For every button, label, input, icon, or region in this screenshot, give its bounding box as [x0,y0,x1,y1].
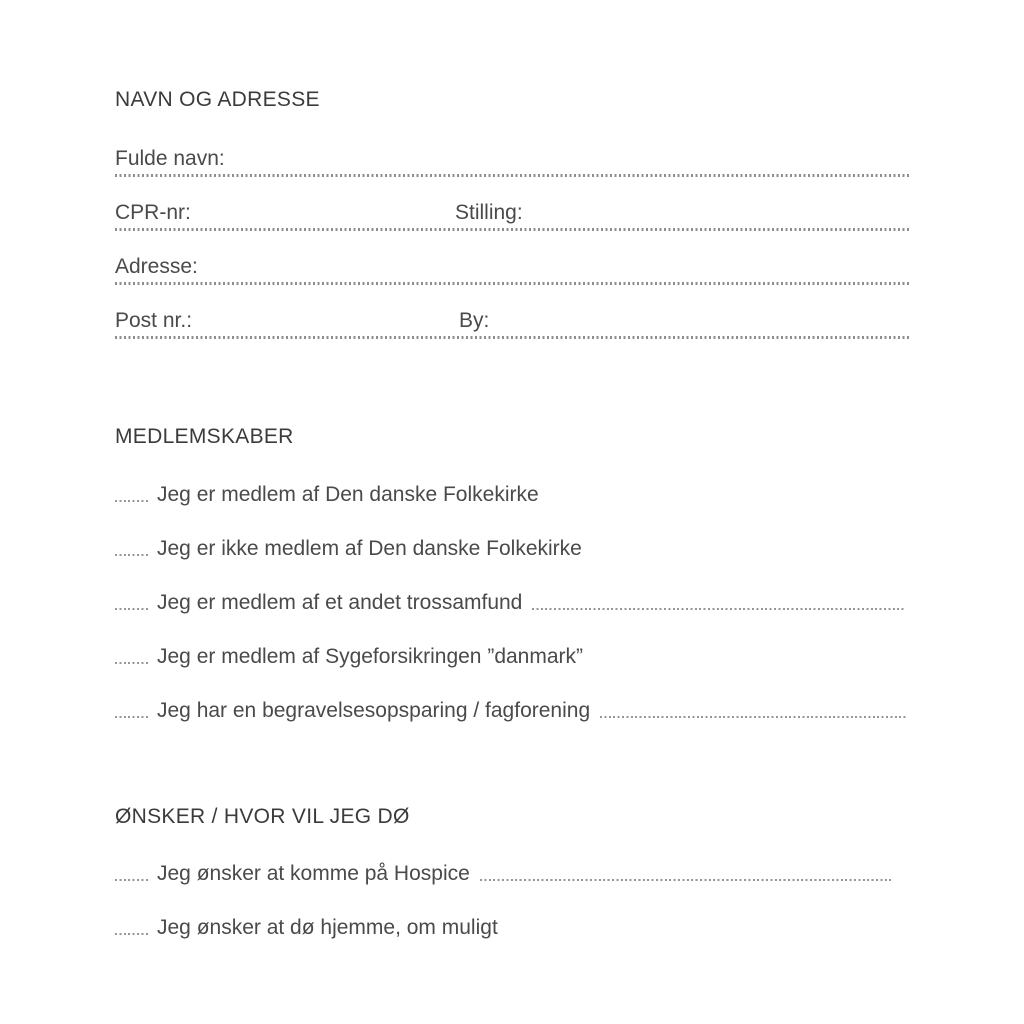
membership-item-label: Jeg er ikke medlem af Den danske Folkekirke [157,537,582,560]
wish-item-doe-hjemme [115,916,910,940]
answer-dots [115,662,149,664]
fill-in-line-fulde-navn [115,174,910,177]
answer-dots [115,933,149,935]
field-label-stilling: Stilling: [455,201,523,224]
field-label-by: By: [459,309,490,332]
fill-in-line-postnr-by [115,336,910,339]
membership-item-andet-trossamfund [115,591,910,615]
membership-item-sygeforsikringen-danmark [115,645,910,669]
membership-item-begravelsesopsparing [115,699,910,723]
fill-in-line-hospice [480,879,892,881]
answer-dots [115,554,149,556]
answer-dots [115,879,149,881]
membership-item-label: Jeg har en begravelsesopsparing / fagforening [157,699,591,722]
field-label-fulde-navn: Fulde navn: [115,147,225,170]
section-heading-navn-og-adresse: NAVN OG ADRESSE [115,88,320,111]
field-label-post-nr: Post nr.: [115,309,193,332]
membership-item-ikke-folkekirke [115,537,910,561]
answer-dots [115,500,149,502]
section-heading-medlemskaber: MEDLEMSKABER [115,425,294,448]
section-heading-oensker: ØNSKER / HVOR VIL JEG DØ [115,805,410,828]
wish-item-label: Jeg ønsker at komme på Hospice [157,862,470,885]
field-label-cpr-nr: CPR-nr: [115,201,191,224]
fill-in-line-adresse [115,282,910,285]
wish-item-label: Jeg ønsker at dø hjemme, om muligt [157,916,498,939]
fill-in-line-fagforening [600,716,906,718]
wish-item-hospice [115,862,910,886]
membership-item-label: Jeg er medlem af Den danske Folkekirke [157,483,539,506]
answer-dots [115,716,149,718]
membership-item-label: Jeg er medlem af Sygeforsikringen ”danmark” [157,645,584,668]
fill-in-line-cpr-stilling [115,228,910,231]
fill-in-line-trossamfund [532,608,906,610]
form-content [115,0,910,1024]
field-label-adresse: Adresse: [115,255,198,278]
answer-dots [115,608,149,610]
membership-item-label: Jeg er medlem af et andet trossamfund [157,591,523,614]
membership-item-folkekirke [115,483,910,507]
